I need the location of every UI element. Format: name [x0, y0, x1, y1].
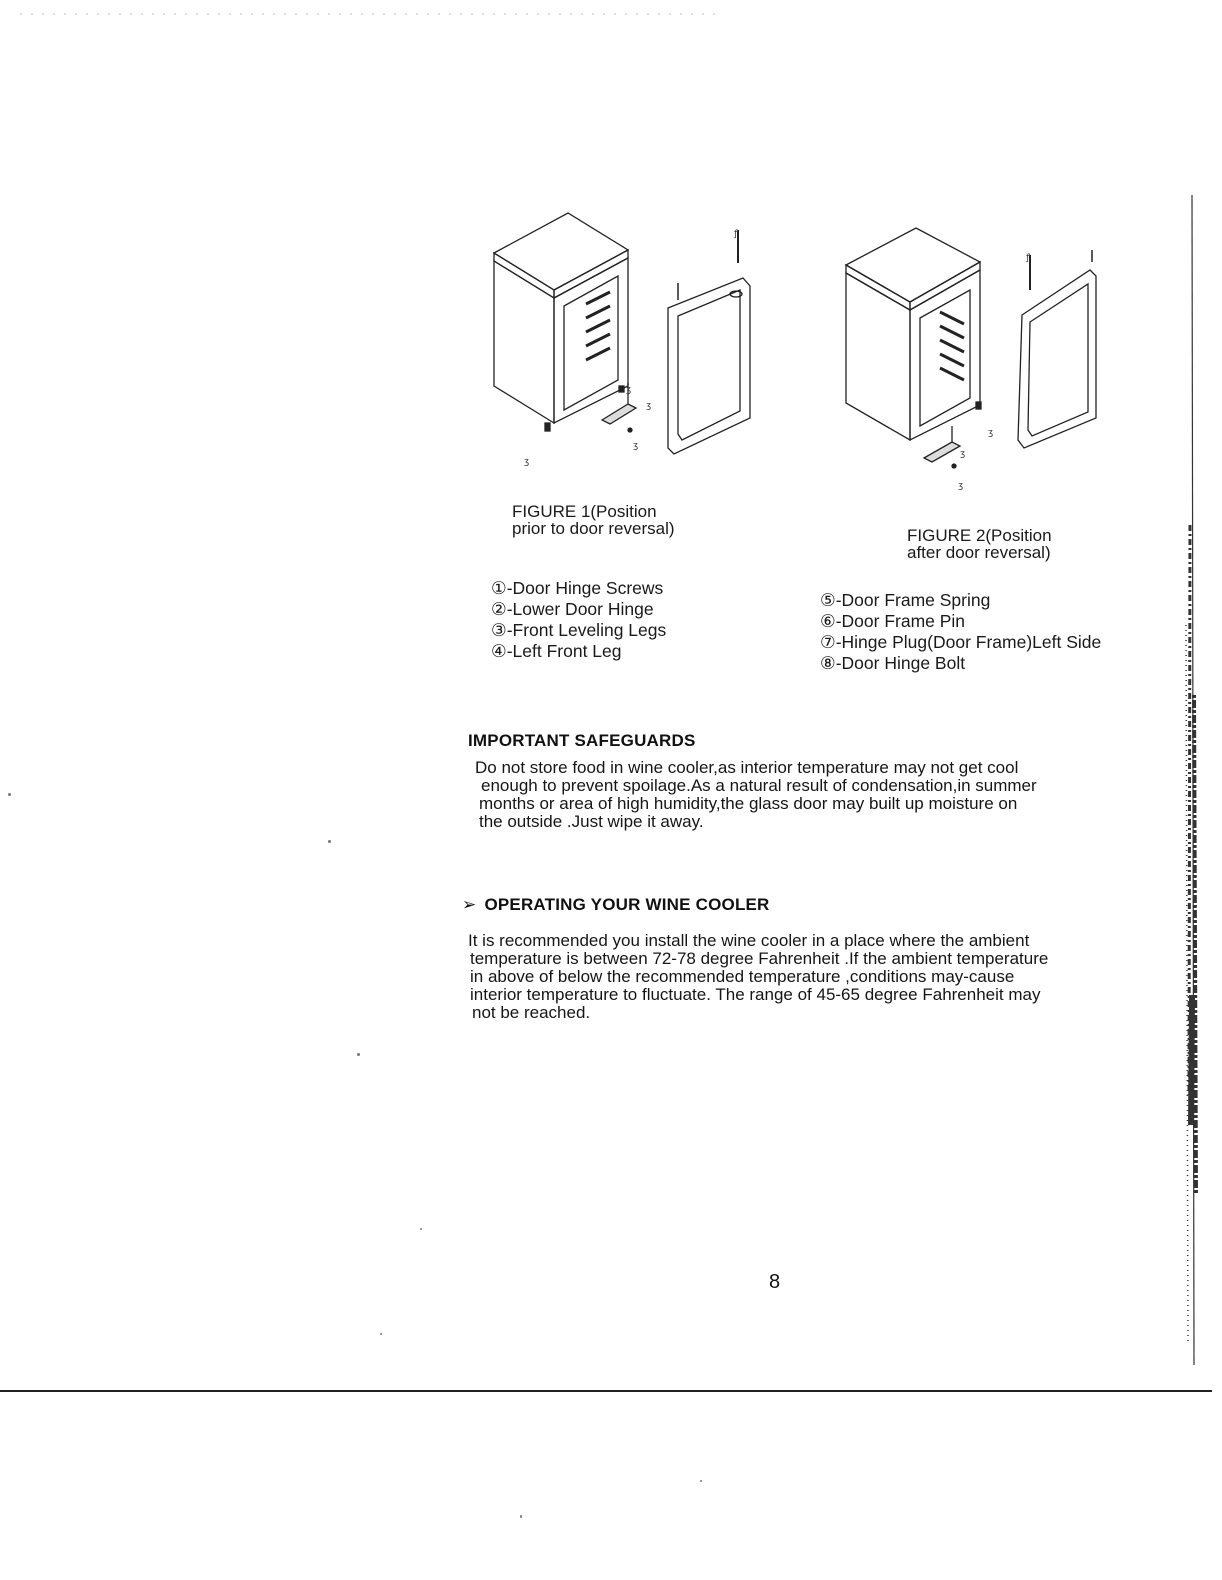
parts-legend-left — [491, 578, 666, 662]
operating-line: not be reached. — [472, 1003, 591, 1022]
figure2-caption-line1: FIGURE 2(Position — [907, 526, 1052, 545]
legend-label: -Front Leveling Legs — [506, 620, 667, 640]
legend-label: -Door Hinge Bolt — [835, 653, 966, 673]
scan-binding-edge — [1176, 195, 1206, 1370]
scan-speck — [357, 1053, 360, 1056]
legend-number: ② — [491, 599, 507, 619]
legend-number: ④ — [491, 641, 507, 661]
scan-speck — [380, 1333, 382, 1335]
svg-text:ʒ: ʒ — [958, 481, 964, 491]
legend-label: -Door Hinge Screws — [506, 578, 664, 598]
figure2-caption-line2: after door reversal) — [907, 543, 1051, 562]
legend-item — [820, 653, 1101, 674]
legend-number: ① — [491, 578, 507, 598]
figure2-illustration — [840, 220, 1120, 500]
operating-heading-text: OPERATING YOUR WINE COOLER — [484, 895, 770, 914]
legend-label: -Door Frame Pin — [835, 611, 966, 631]
safeguards-heading: IMPORTANT SAFEGUARDS — [468, 731, 696, 750]
legend-label: -Hinge Plug(Door Frame)Left Side — [835, 632, 1102, 652]
svg-text:ʒ: ʒ — [626, 385, 632, 395]
legend-item — [491, 620, 666, 641]
operating-line: interior temperature to fluctuate. The range of 45-65 degree Fahrenheit may — [470, 985, 1041, 1004]
svg-text:ʒ: ʒ — [633, 441, 639, 451]
scan-noise-top — [0, 0, 1222, 30]
legend-item — [491, 599, 666, 620]
operating-line: in above of below the recommended temperature ,conditions may-cause — [470, 967, 1015, 986]
operating-paragraph — [468, 932, 1048, 1022]
bottom-rule — [0, 1390, 1212, 1392]
legend-label: -Door Frame Spring — [835, 590, 991, 610]
legend-item — [491, 578, 666, 599]
legend-label: -Lower Door Hinge — [506, 599, 654, 619]
parts-legend-right — [820, 590, 1101, 674]
operating-line: It is recommended you install the wine cooler in a place where the ambient — [468, 931, 1030, 950]
safeguards-paragraph — [475, 759, 1037, 831]
scan-speck — [328, 840, 331, 843]
safeguards-line: the outside .Just wipe it away. — [479, 812, 704, 831]
legend-item — [820, 590, 1101, 611]
safeguards-line: Do not store food in wine cooler,as interior temperature may not get cool — [475, 758, 1019, 777]
figure1-caption — [512, 503, 675, 537]
svg-text:ꝭ: ꝭ — [734, 229, 739, 239]
page-number: 8 — [769, 1271, 781, 1293]
scan-speck — [420, 1228, 422, 1230]
figure1-caption-line1: FIGURE 1(Position — [512, 502, 657, 521]
scan-speck — [8, 793, 11, 796]
legend-number: ⑦ — [820, 632, 836, 652]
bullet-arrow-icon: ➢ — [462, 895, 477, 914]
legend-label: -Left Front Leg — [506, 641, 622, 661]
legend-number: ⑥ — [820, 611, 836, 631]
figure1-illustration — [478, 208, 778, 478]
svg-text:ʒ: ʒ — [646, 401, 652, 411]
operating-line: temperature is between 72-78 degree Fahrenheit .If the ambient temperature — [470, 949, 1049, 968]
scan-speck — [520, 1515, 522, 1518]
figure2-caption — [907, 527, 1052, 561]
legend-item — [491, 641, 666, 662]
legend-number: ⑤ — [820, 590, 836, 610]
safeguards-line: months or area of high humidity,the glass door may built up moisture on — [479, 794, 1018, 813]
operating-heading — [462, 895, 770, 915]
legend-number: ③ — [491, 620, 507, 640]
legend-number: ⑧ — [820, 653, 836, 673]
svg-text:ꝭ: ꝭ — [1026, 253, 1031, 263]
svg-text:ʒ: ʒ — [960, 449, 966, 459]
legend-item — [820, 611, 1101, 632]
legend-item — [820, 632, 1101, 653]
svg-text:ʒ: ʒ — [524, 457, 530, 467]
svg-text:ʒ: ʒ — [988, 428, 994, 438]
figure1-caption-line2: prior to door reversal) — [512, 519, 675, 538]
safeguards-line: enough to prevent spoilage.As a natural result of condensation,in summer — [481, 776, 1037, 795]
scan-speck — [700, 1480, 702, 1482]
